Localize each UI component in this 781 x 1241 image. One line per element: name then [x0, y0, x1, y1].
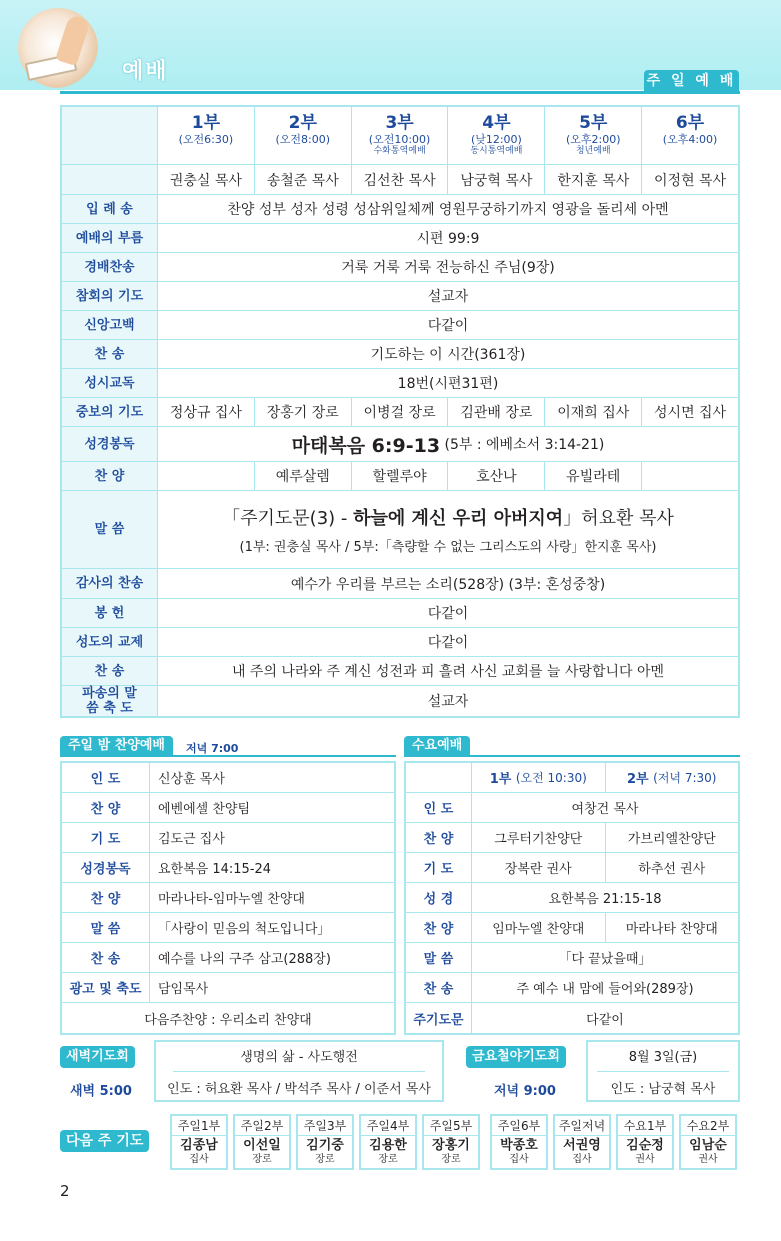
- order-label: 감사의 찬송: [62, 569, 158, 598]
- order-label: 성경봉독: [62, 427, 158, 461]
- friday-prayer-label: 금요철야기도회: [466, 1046, 566, 1068]
- intercessor: 성시면 집사: [654, 405, 727, 421]
- wednesday-label: 성 경: [406, 883, 472, 912]
- prayer-slot: 주일2부: [235, 1116, 289, 1136]
- anthem: [642, 462, 738, 490]
- wednesday-value: 여창건 목사: [571, 802, 639, 817]
- wednesday-value: 장복란 권사: [472, 853, 606, 882]
- evening-row: [62, 883, 394, 913]
- prayer-name: 김기중: [306, 1138, 344, 1153]
- order-row: [62, 628, 738, 657]
- prayer-role: 권사: [635, 1154, 655, 1165]
- sunday-service-tab: 주 일 예 배: [644, 70, 739, 92]
- order-row: [62, 311, 738, 340]
- wednesday-label: 주기도문: [406, 1003, 472, 1033]
- wednesday-value: 하추선 권사: [638, 862, 706, 877]
- header-divider: [60, 91, 740, 94]
- dawn-prayer-text: 생명의 삶 - 사도행전: [173, 1046, 425, 1072]
- next-prayer-cell: [679, 1114, 737, 1170]
- service-note: 동시통역예배: [470, 146, 523, 156]
- evening-value: 에벤에셀 찬양팀: [158, 802, 251, 817]
- wednesday-label: 기 도: [406, 853, 472, 882]
- service-part: 6부: [675, 113, 705, 133]
- wednesday-row: [406, 973, 738, 1003]
- order-row: [62, 195, 738, 224]
- order-label: 입 례 송: [62, 195, 158, 223]
- order-value: 내 주의 나라와 주 계신 성전과 피 흘려 사신 교회를 늘 사랑합니다 아멘: [231, 664, 665, 680]
- evening-value: 「사랑이 믿음의 척도입니다」: [158, 922, 331, 937]
- evening-value: 담임목사: [158, 982, 209, 997]
- prayer-role: 장로: [315, 1154, 335, 1165]
- order-value: 다같이: [427, 318, 469, 334]
- order-value: 18번(시편31편): [397, 376, 499, 392]
- wednesday-service-tab: 수요예배: [404, 736, 470, 756]
- prayer-role: 장로: [441, 1154, 461, 1165]
- prayer-name: 장홍기: [432, 1138, 470, 1153]
- order-value: 설교자: [427, 694, 469, 710]
- dawn-prayer-leaders: 인도 : 허요환 목사 / 박석주 목사 / 이준서 목사: [167, 1081, 431, 1097]
- sermon-prefix: 「주기도문(3) -: [222, 508, 354, 529]
- service-part: 3부: [385, 113, 414, 133]
- service-part: 4부: [482, 113, 511, 133]
- prayer-role: 집사: [572, 1154, 592, 1165]
- order-label: 파송의 말씀 축 도: [62, 686, 158, 716]
- service-note: 수화통역예배: [373, 146, 426, 156]
- service-4-header: [448, 107, 545, 164]
- wednesday-label: 찬 양: [406, 823, 472, 852]
- order-row: [62, 253, 738, 282]
- prayer-slot: 주일4부: [361, 1116, 415, 1136]
- order-row: [62, 224, 738, 253]
- evening-row: [62, 793, 394, 823]
- evening-label: 광고 및 축도: [62, 973, 150, 1002]
- wednesday-value: 마라나타 찬양대: [625, 922, 718, 937]
- wednesday-label: 찬 송: [406, 973, 472, 1002]
- wednesday-value: 가브리엘찬양단: [627, 832, 716, 847]
- sunday-order-table: [60, 105, 740, 718]
- order-row: [62, 340, 738, 369]
- order-row: [62, 282, 738, 311]
- order-value: 설교자: [427, 289, 469, 305]
- evening-value: 예수를 나의 구주 삼고(288장): [158, 952, 331, 967]
- sermon-alt-line: (1부: 권충실 목사 / 5부:「측량할 수 없는 그리스도의 사랑」한지훈 목사): [239, 540, 657, 555]
- intercession-row: [62, 398, 738, 427]
- service-part: 5부: [579, 113, 608, 133]
- service-time: (오전10:00): [368, 133, 431, 146]
- order-label: 봉 헌: [62, 599, 158, 627]
- service-header-row: [62, 107, 738, 165]
- wednesday-header-row: [406, 763, 738, 793]
- page-title: 예배: [122, 59, 169, 84]
- service-part: 2부: [288, 113, 317, 133]
- prayer-name: 김용한: [369, 1138, 407, 1153]
- order-row: [62, 369, 738, 398]
- evening-label: 인 도: [62, 763, 150, 792]
- service-5-header: [545, 107, 642, 164]
- prayer-name: 이선일: [243, 1138, 281, 1153]
- next-prayer-label: 다음 주 기도: [60, 1130, 149, 1152]
- wednesday-value: 임마누엘 찬양대: [472, 913, 606, 942]
- wednesday-row: [406, 883, 738, 913]
- scripture-main: 마태복음 6:9-13: [291, 434, 441, 457]
- evening-row: [62, 973, 394, 1003]
- sermon-preacher: 」허요환 목사: [563, 508, 674, 529]
- sermon-value: [158, 491, 738, 568]
- service-time: (낮12:00): [470, 133, 522, 146]
- corner-cell: [406, 763, 472, 792]
- evening-value: 요한복음 14:15-24: [158, 862, 272, 877]
- service-1-header: [158, 107, 255, 164]
- order-value: 예수가 우리를 부르는 소리(528장) (3부: 혼성중창): [290, 576, 606, 593]
- anthem: 할렐루야: [352, 462, 449, 490]
- service-pastor: 송철준 목사: [255, 165, 352, 194]
- evening-label: 찬 양: [62, 883, 150, 912]
- evening-row: [62, 913, 394, 943]
- evening-row: [62, 763, 394, 793]
- wednesday-value: 다같이: [586, 1012, 624, 1028]
- next-prayer-cell: [296, 1114, 354, 1170]
- evening-label: 성경봉독: [62, 853, 150, 882]
- evening-value: 신상훈 목사: [158, 772, 225, 787]
- next-prayer-cell: [616, 1114, 674, 1170]
- evening-row: [62, 823, 394, 853]
- pastor-row: [62, 165, 738, 195]
- evening-value: 김도근 집사: [158, 832, 225, 847]
- order-row: [62, 569, 738, 599]
- corner-cell: [62, 107, 158, 164]
- service-2-header: [255, 107, 352, 164]
- order-label: 찬 양: [62, 462, 158, 490]
- evening-label: 찬 양: [62, 793, 150, 822]
- service-part: 1부: [191, 113, 221, 133]
- order-value: 찬양 성부 성자 성령 성삼위일체께 영원무궁하기까지 영광을 돌리세 아멘: [227, 202, 669, 218]
- evening-table: [60, 761, 396, 1035]
- service-pastor: 남궁혁 목사: [448, 165, 545, 194]
- wednesday-label: 인 도: [406, 793, 472, 822]
- order-label: 성도의 교제: [62, 628, 158, 656]
- wednesday-row: [406, 1003, 738, 1033]
- order-value: 시편 99:9: [416, 231, 480, 247]
- wednesday-row: [406, 793, 738, 823]
- next-prayer-cell: [553, 1114, 611, 1170]
- service-3-header: [352, 107, 449, 164]
- order-label: 중보의 기도: [62, 398, 158, 426]
- evening-row: [62, 853, 394, 883]
- intercessor: 김관배 장로: [448, 398, 545, 426]
- wednesday-part-1: [472, 763, 606, 792]
- intercessor: 이재희 집사: [545, 398, 642, 426]
- service-time: (오후4:00): [662, 133, 718, 146]
- wednesday-row: [406, 943, 738, 973]
- page-number: 2: [60, 1182, 70, 1200]
- anthem: 유빌라테: [545, 462, 642, 490]
- wednesday-value: 그루터기찬양단: [472, 823, 606, 852]
- part-label: 1부: [489, 772, 512, 787]
- anthem: 예루살렘: [255, 462, 352, 490]
- corner-cell: [62, 165, 158, 194]
- prayer-name: 임남순: [689, 1138, 727, 1153]
- part-time: (오전 10:30): [515, 771, 587, 785]
- order-row: [62, 599, 738, 628]
- evening-label: 찬 송: [62, 943, 150, 972]
- order-value: 다같이: [427, 606, 469, 622]
- sermon-title-line: [222, 504, 674, 530]
- evening-label: 말 씀: [62, 913, 150, 942]
- evening-divider: [60, 755, 396, 757]
- service-pastor: 권충실 목사: [158, 165, 255, 194]
- evening-row: [62, 943, 394, 973]
- wednesday-row: [406, 853, 738, 883]
- part-label: 2부: [627, 772, 649, 787]
- anthem-row: [62, 462, 738, 491]
- sermon-row: [62, 491, 738, 569]
- prayer-slot: 수요1부: [618, 1116, 672, 1136]
- next-anthem: 다음주찬양 : 우리소리 찬양대: [144, 1012, 312, 1028]
- next-prayer-cell: [233, 1114, 291, 1170]
- order-label: 찬 송: [62, 340, 158, 368]
- prayer-name: 김순정: [626, 1138, 664, 1153]
- order-value: 다같이: [427, 635, 469, 651]
- service-time: (오전8:00): [275, 133, 331, 146]
- prayer-slot: 주일3부: [298, 1116, 352, 1136]
- evening-footer: [62, 1003, 394, 1033]
- prayer-slot: 주일1부: [172, 1116, 226, 1136]
- service-time: (오후2:00): [565, 133, 621, 146]
- intercessor: 장홍기 장로: [255, 398, 352, 426]
- prayer-name: 서권영: [563, 1138, 601, 1153]
- wednesday-row: [406, 823, 738, 853]
- prayer-slot: 주일6부: [492, 1116, 546, 1136]
- wednesday-label: 찬 양: [406, 913, 472, 942]
- next-prayer-cell: [359, 1114, 417, 1170]
- prayer-role: 장로: [378, 1154, 398, 1165]
- anthem: 호산나: [448, 462, 545, 490]
- next-prayer-cell: [490, 1114, 548, 1170]
- prayer-role: 집사: [189, 1154, 209, 1165]
- scripture-extra: (5부 : 에베소서 3:14-21): [444, 437, 605, 453]
- prayer-name: 박종호: [500, 1138, 538, 1153]
- prayer-role: 권사: [698, 1154, 718, 1165]
- service-pastor: 김선찬 목사: [352, 165, 449, 194]
- wednesday-value: 「다 끝났을때」: [558, 952, 652, 967]
- wednesday-divider: [404, 755, 740, 757]
- order-label: 참회의 기도: [62, 282, 158, 310]
- order-row: [62, 657, 738, 686]
- order-label: 예배의 부름: [62, 224, 158, 252]
- service-time: (오전6:30): [178, 133, 234, 146]
- evening-service-tab: 주일 밤 찬양예배: [60, 736, 173, 756]
- friday-prayer-leader: 인도 : 남궁혁 목사: [610, 1081, 716, 1097]
- evening-label: 기 도: [62, 823, 150, 852]
- dawn-prayer-time: 새벽 5:00: [70, 1084, 132, 1099]
- wednesday-row: [406, 913, 738, 943]
- order-label: 찬 송: [62, 657, 158, 685]
- scripture-row: [62, 427, 738, 462]
- wednesday-label: 말 씀: [406, 943, 472, 972]
- scripture-value: [158, 427, 738, 461]
- order-value: 기도하는 이 시간(361장): [370, 347, 526, 363]
- prayer-slot: 주일5부: [424, 1116, 478, 1136]
- intercessor: 이병걸 장로: [352, 398, 449, 426]
- part-time: (저녁 7:30): [653, 771, 717, 785]
- evening-value: 마라나타-임마누엘 찬양대: [158, 892, 305, 907]
- evening-time: 저녁 7:00: [186, 742, 239, 755]
- next-prayer-cell: [170, 1114, 228, 1170]
- wednesday-part-2: [606, 763, 739, 792]
- wednesday-value: 주 예수 내 맘에 들어와(289장): [516, 982, 694, 997]
- order-label: 말 씀: [62, 491, 158, 568]
- prayer-slot: 주일저녁: [555, 1116, 609, 1136]
- prayer-slot: 수요2부: [681, 1116, 735, 1136]
- service-6-header: [642, 107, 738, 164]
- order-label: 신앙고백: [62, 311, 158, 339]
- wednesday-table: [404, 761, 740, 1035]
- dawn-prayer-label: 새벽기도회: [60, 1046, 135, 1068]
- prayer-role: 집사: [509, 1154, 529, 1165]
- order-label: 성시교독: [62, 369, 158, 397]
- prayer-role: 장로: [252, 1154, 272, 1165]
- wednesday-value: 요한복음 21:15-18: [548, 892, 662, 907]
- next-prayer-cell: [422, 1114, 480, 1170]
- prayer-name: 김종남: [180, 1138, 218, 1153]
- order-value: 거룩 거룩 거룩 전능하신 주님(9장): [341, 260, 555, 276]
- friday-prayer-box: [586, 1040, 740, 1102]
- dawn-prayer-box: [154, 1040, 444, 1102]
- friday-prayer-time: 저녁 9:00: [494, 1084, 556, 1099]
- order-label: 경배찬송: [62, 253, 158, 281]
- service-pastor: 한지훈 목사: [545, 165, 642, 194]
- friday-prayer-date: 8월 3일(금): [597, 1046, 729, 1072]
- intercessor: 정상규 집사: [158, 398, 255, 426]
- service-pastor: 이정현 목사: [654, 172, 727, 189]
- sermon-title: 하늘에 계신 우리 아버지여: [353, 508, 564, 529]
- anthem: [158, 462, 255, 490]
- service-note: 청년예배: [575, 146, 611, 156]
- order-row: [62, 686, 738, 716]
- hand-icon: [55, 14, 91, 66]
- praying-hands-icon: [18, 8, 98, 88]
